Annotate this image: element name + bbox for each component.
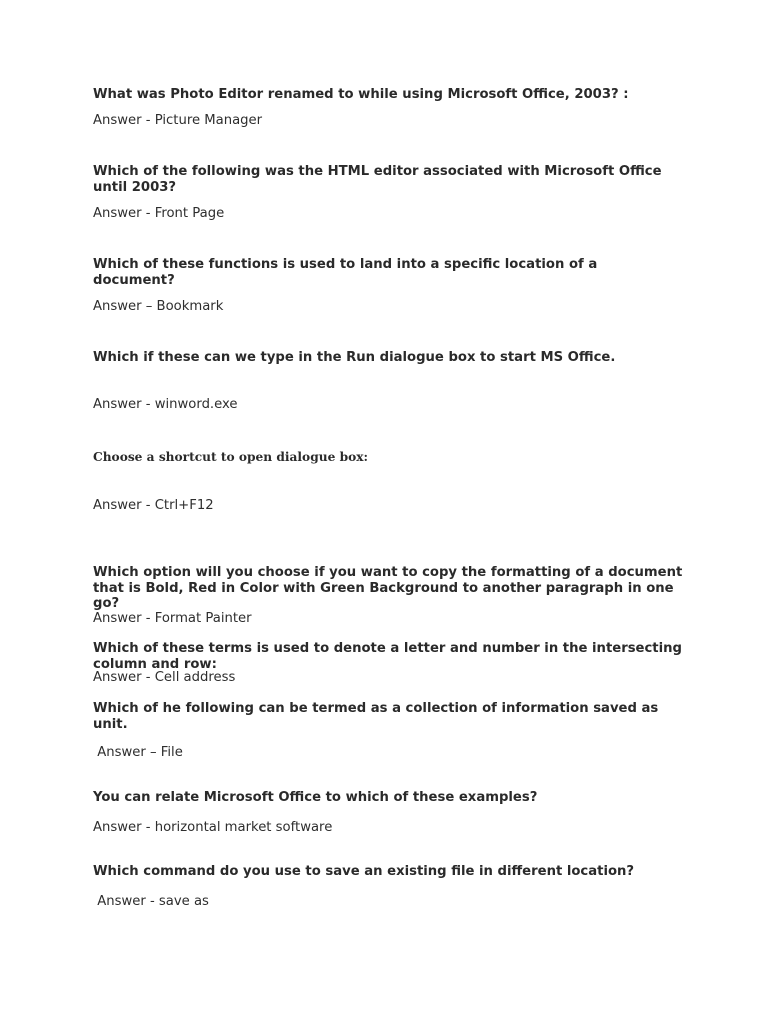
answer-2: Answer - Front Page [93, 206, 225, 221]
answer-1: Answer - Picture Manager [93, 113, 263, 128]
question-1: What was Photo Editor renamed to while using Microsoft Office, 2003? : [93, 87, 629, 102]
question-10: Which command do you use to save an existing file in different location? [93, 864, 635, 879]
question-9: You can relate Microsoft Office to which of these examples? [93, 790, 538, 805]
question-4: Which if these can we type in the Run dialogue box to start MS Office. [93, 350, 616, 365]
question-7: Which of these terms is used to denote a letter and number in the intersecting column and row: [93, 641, 682, 672]
question-8: Which of he following can be termed as a collection of information saved as unit. [93, 701, 659, 732]
answer-10: Answer - save as [93, 894, 209, 909]
question-2: Which of the following was the HTML editor associated with Microsoft Office until 2003? [93, 164, 662, 195]
answer-3: Answer – Bookmark [93, 299, 224, 314]
answer-9: Answer - horizontal market software [93, 820, 333, 835]
question-6: Which option will you choose if you want to copy the formatting of a document that is Bold, Red in Color with Green Background to another paragraph in one go? [93, 565, 683, 611]
question-5: Choose a shortcut to open dialogue box: [93, 450, 368, 464]
answer-8: Answer – File [93, 745, 183, 760]
answer-7: Answer - Cell address [93, 670, 236, 685]
answer-5: Answer - Ctrl+F12 [93, 498, 214, 513]
answer-4: Answer - winword.exe [93, 397, 238, 412]
question-3: Which of these functions is used to land into a specific location of a document? [93, 257, 598, 288]
answer-6: Answer - Format Painter [93, 611, 252, 626]
